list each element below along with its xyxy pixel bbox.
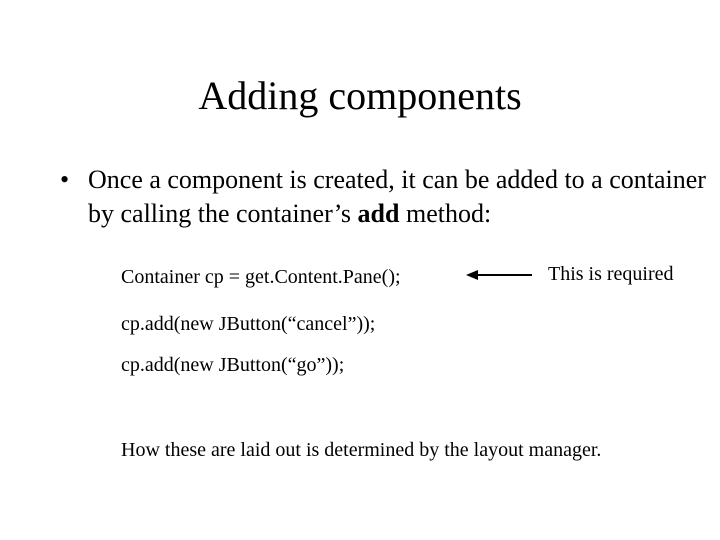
code-line-content-pane: Container cp = get.Content.Pane(); bbox=[121, 266, 401, 288]
bullet-text bbox=[88, 163, 710, 231]
bullet-item bbox=[60, 163, 710, 231]
slide-title: Adding components bbox=[198, 73, 522, 118]
code-line-add-go: cp.add(new JButton(“go”)); bbox=[121, 354, 345, 376]
code-line-add-cancel: cp.add(new JButton(“cancel”)); bbox=[121, 313, 376, 335]
bullet-emphasis: add bbox=[357, 199, 400, 228]
required-annotation: This is required bbox=[548, 263, 674, 285]
layout-manager-note: How these are laid out is determined by the layout manager. bbox=[121, 439, 602, 461]
bullet-text-after: method: bbox=[399, 199, 492, 228]
bullet-text-before: Once a component is created, it can be added to a container by calling the container’s bbox=[88, 165, 706, 228]
bullet-marker: • bbox=[60, 165, 70, 194]
arrow-left-icon bbox=[466, 268, 532, 282]
